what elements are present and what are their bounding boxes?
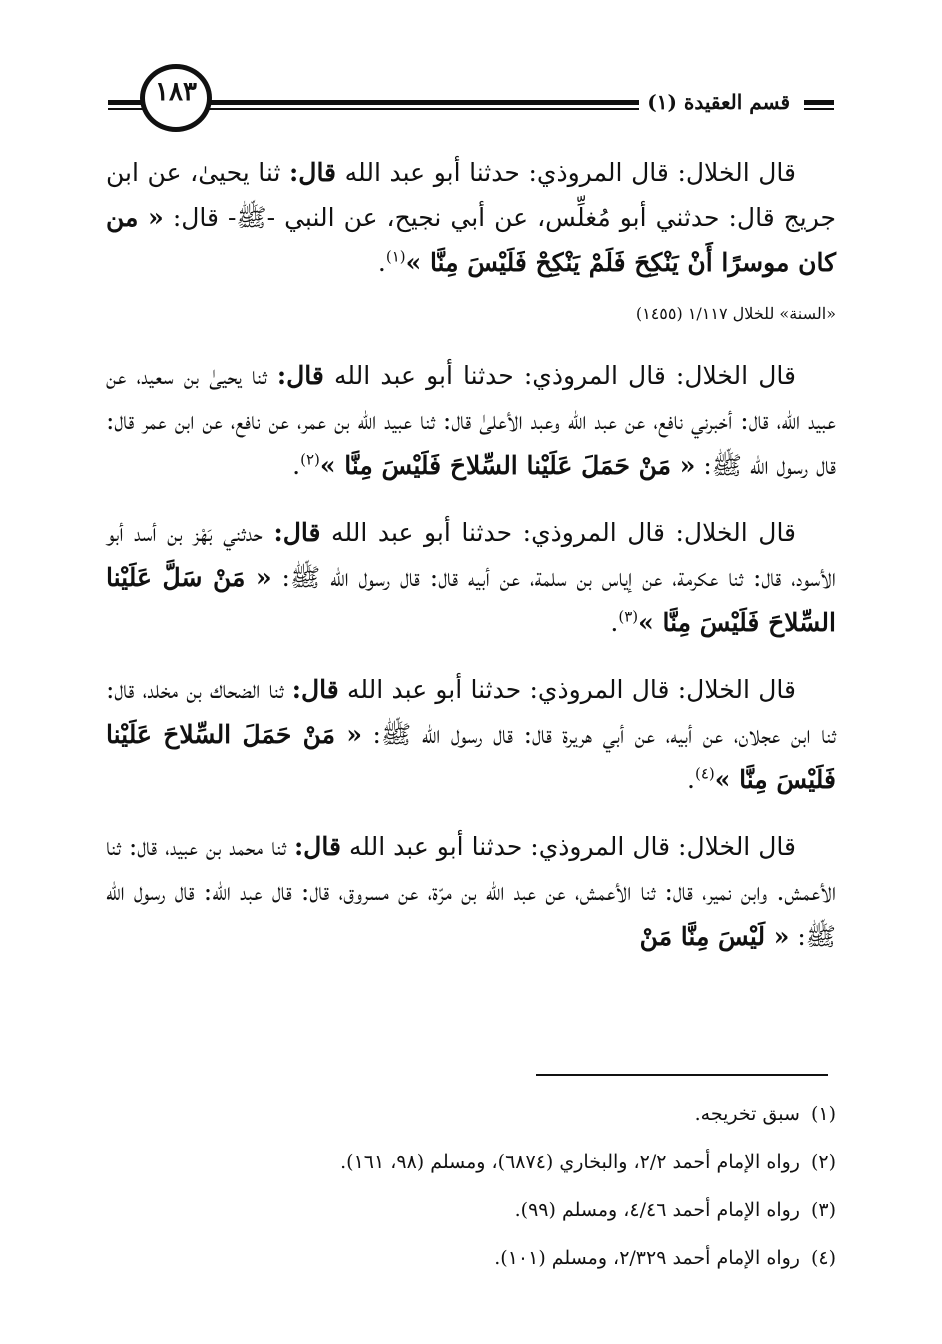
footnote-ref: (٢) [300,450,320,469]
hadith-text: « من كان موسرًا أَنْ يَنْكِحَ فَلَمْ يَنْكِحْ فَلَيْسَ مِنَّا » [106,203,836,277]
narration-intro: قال الخلال: قال المروذي: حدثنا أبو عبد الله [331,518,797,547]
page-header [108,64,834,164]
footnote-text: سبق تخريجه. [694,1103,800,1125]
footnote-number: (٣) [810,1199,836,1221]
footnote-text: رواه الإمام أحمد ٤/٤٦، ومسلم (٩٩). [514,1199,800,1221]
hadith-text: « مَنْ حَمَلَ السِّلاحَ عَلَيْنا فَلَيْسَ مِنَّا » [106,720,836,794]
narration-chain: ثنا يحيىٰ بن سعيد، عن عبيد الله، قال: أخبرني نافع، عن عبد الله وعبد الأعلىٰ قال: ثنا عبيد الله بن عمر، عن نافع، عن ابن عمر قال: قال رسول الله ﷺ: [106,361,836,480]
footnote-text: رواه الإمام أحمد ٢/٣٢٩، ومسلم (١٠١). [494,1247,800,1269]
footnote-separator [536,1074,828,1076]
footnote-number: (١) [810,1103,836,1125]
narration-qal: قال: [276,361,324,390]
narration-qal: قال: [289,158,337,187]
footnote [106,1090,836,1138]
narration-intro: قال الخلال: قال المروذي: حدثنا أبو عبد الله [348,832,796,861]
narration-paragraph [106,510,836,645]
sentence-end: . [292,451,301,480]
narration-qal: قال: [293,832,341,861]
narration-intro: قال الخلال: قال المروذي: حدثنا أبو عبد الله [344,158,796,187]
narration-qal: قال: [291,675,339,704]
sentence-end: . [377,248,386,277]
source-note: «السنة» للخلال ١/١١٧ (١٤٥٥) [635,304,836,323]
page-number: ١٨٣ [155,77,197,107]
sentence-end: . [610,608,619,637]
narration-paragraph [106,667,836,802]
footnote-ref: (٤) [694,764,715,783]
footnote [106,1138,836,1186]
footnote-number: (٤) [810,1247,836,1269]
hadith-text: « مَنْ سَلَّ عَلَيْنا السِّلاحَ فَلَيْسَ مِنَّا » [106,563,836,637]
narration-intro: قال الخلال: قال المروذي: حدثنا أبو عبد الله [347,675,796,704]
narration-paragraph [106,824,836,959]
hadith-text: « لَيْسَ مِنَّا مَنْ [639,922,790,951]
running-title: قسم العقيدة (١) [639,90,798,114]
narration-intro: قال الخلال: قال المروذي: حدثنا أبو عبد الله [333,361,796,390]
footnote [106,1234,836,1282]
header-rule [804,108,834,110]
footnote-ref: (١) [385,247,406,266]
footnotes [106,1090,836,1282]
narration-chain: ثنا يحيىٰ، عن ابن جريج قال: حدثني أبو مُغلِّس، عن أبي نجيح، عن النبي -ﷺ- قال: [106,158,836,232]
hadith-text: « مَنْ حَمَلَ عَلَيْنا السِّلاحَ فَلَيْسَ مِنَّا » [319,451,696,480]
narration-paragraph [106,353,836,488]
footnote [106,1186,836,1234]
footnote-number: (٢) [810,1151,836,1173]
narration-chain: ثنا الضحاك بن مخلد، قال: ثنا ابن عجلان، عن أبيه، عن أبي هريرة قال: قال رسول الله ﷺ: [106,675,836,749]
header-rule [804,100,834,105]
narration-chain: ثنا محمد بن عبيد، قال: ثنا الأعمش. وابن نمير، قال: ثنا الأعمش، عن عبد الله بن مرّة، عن مسروق، قال: قال عبد الله: قال رسول الله ﷺ: [106,832,836,951]
main-text [106,150,836,981]
narration-chain: حدثني بَهْز بن أسد أبو الأسود، قال: ثنا عكرمة، عن إياس بن سلمة، عن أبيه قال: قال رسول الله ﷺ: [106,518,836,592]
footnote-text: رواه الإمام أحمد ٢/٢، والبخاري (٦٨٧٤)، ومسلم (٩٨، ١٦١). [340,1151,800,1173]
footnote-ref: (٣) [618,607,639,626]
page-number-badge [140,64,212,132]
narration-paragraph [106,150,836,285]
narration-qal: قال: [273,518,321,547]
sentence-end: . [687,765,695,794]
